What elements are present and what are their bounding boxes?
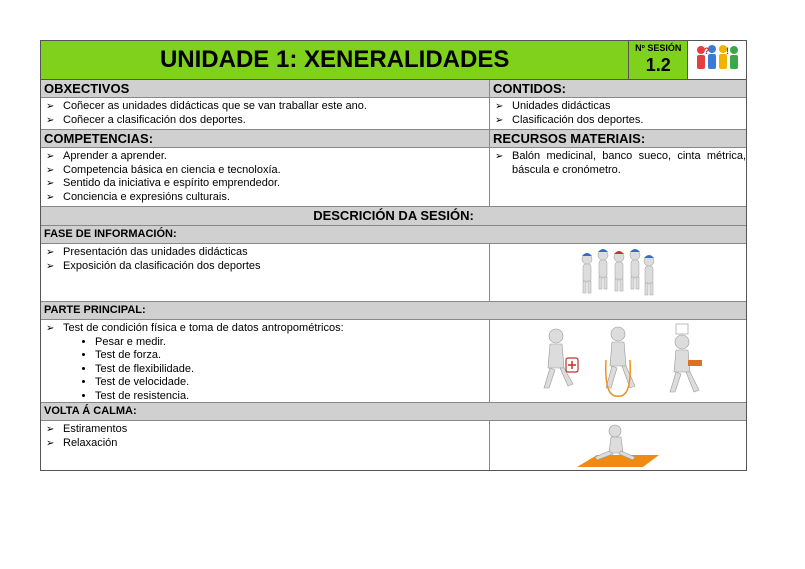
cool-down-header: VOLTA Á CALMA:	[41, 402, 746, 421]
figures-group-icon	[490, 244, 746, 301]
competences-cell	[41, 148, 490, 206]
people-icon	[688, 41, 746, 79]
main-part-row	[41, 320, 746, 402]
phase-info-list	[41, 244, 489, 275]
main-part-list	[41, 320, 489, 405]
svg-text:?: ?	[704, 46, 710, 56]
list-item: ➢ Coñecer a clasificación dos deportes.	[63, 114, 489, 128]
list-item: ➢ Conciencia e expresións culturais.	[63, 191, 489, 205]
list-item: ➢ Sentido da iniciativa e espírito emprendedor.	[63, 177, 489, 191]
list-item: ➢ Relaxación	[63, 437, 489, 451]
resources-cell	[490, 148, 746, 206]
objectives-contents-row	[41, 97, 746, 129]
description-header: DESCRICIÓN DA SESIÓN:	[41, 206, 746, 225]
main-part-header: PARTE PRINCIPAL:	[41, 301, 746, 320]
test-item: • Test de flexibilidade.	[95, 363, 489, 377]
competences-resources-header-row	[41, 129, 746, 147]
contents-list	[490, 98, 746, 129]
list-item: ➢ Aprender a aprender.	[63, 150, 489, 164]
objectives-cell	[41, 98, 490, 129]
list-item: ➢ Presentación das unidades didácticas	[63, 246, 489, 260]
fitness-test-figures-icon	[490, 320, 746, 402]
list-item: ➢ Estiramentos	[63, 423, 489, 437]
session-number: 1.2	[645, 55, 671, 75]
main-part-cell	[41, 320, 490, 402]
phase-info-cell	[41, 244, 490, 301]
test-item: • Test de resistencia.	[95, 390, 489, 404]
phase-info-row	[41, 244, 746, 301]
competences-list	[41, 148, 489, 206]
contents-header: CONTIDOS:	[490, 80, 746, 97]
svg-text:!: !	[726, 46, 730, 56]
cool-down-cell	[41, 421, 490, 470]
objectives-header: OBXECTIVOS	[41, 80, 490, 97]
session-label: Nº SESIÓN	[635, 43, 682, 53]
list-item	[63, 322, 489, 403]
resources-list	[490, 148, 746, 179]
test-item: • Test de forza.	[95, 349, 489, 363]
objectives-contents-header-row	[41, 79, 746, 97]
session-sheet	[40, 40, 747, 471]
test-item: • Test de velocidade.	[95, 376, 489, 390]
cool-down-list	[41, 421, 489, 452]
cool-down-row	[41, 421, 746, 470]
contents-cell	[490, 98, 746, 129]
list-item: ➢ Balón medicinal, banco sueco, cinta métrica, báscula e cronómetro.	[512, 150, 746, 177]
phase-info-header: FASE DE INFORMACIÓN:	[41, 225, 746, 244]
resources-header: RECURSOS MATERIAIS:	[490, 130, 746, 147]
objectives-list	[41, 98, 489, 129]
tests-list	[63, 336, 489, 404]
list-item: ➢ Competencia básica en ciencia e tecnoloxía.	[63, 164, 489, 178]
test-item: • Pesar e medir.	[95, 336, 489, 350]
stretching-figure-icon	[490, 421, 746, 470]
title-row	[41, 41, 746, 79]
list-item: ➢ Coñecer as unidades didácticas que se van traballar este ano.	[63, 100, 489, 114]
competences-header: COMPETENCIAS:	[41, 130, 490, 147]
unit-title: UNIDADE 1: XENERALIDADES	[41, 41, 629, 79]
list-item: ➢ Exposición da clasificación dos deportes	[63, 260, 489, 274]
main-part-item: Test de condición física e toma de datos antropométricos:	[63, 322, 344, 334]
list-item: ➢ Clasificación dos deportes.	[512, 114, 746, 128]
list-item: ➢ Unidades didácticas	[512, 100, 746, 114]
competences-resources-row	[41, 147, 746, 206]
session-box	[629, 41, 688, 79]
